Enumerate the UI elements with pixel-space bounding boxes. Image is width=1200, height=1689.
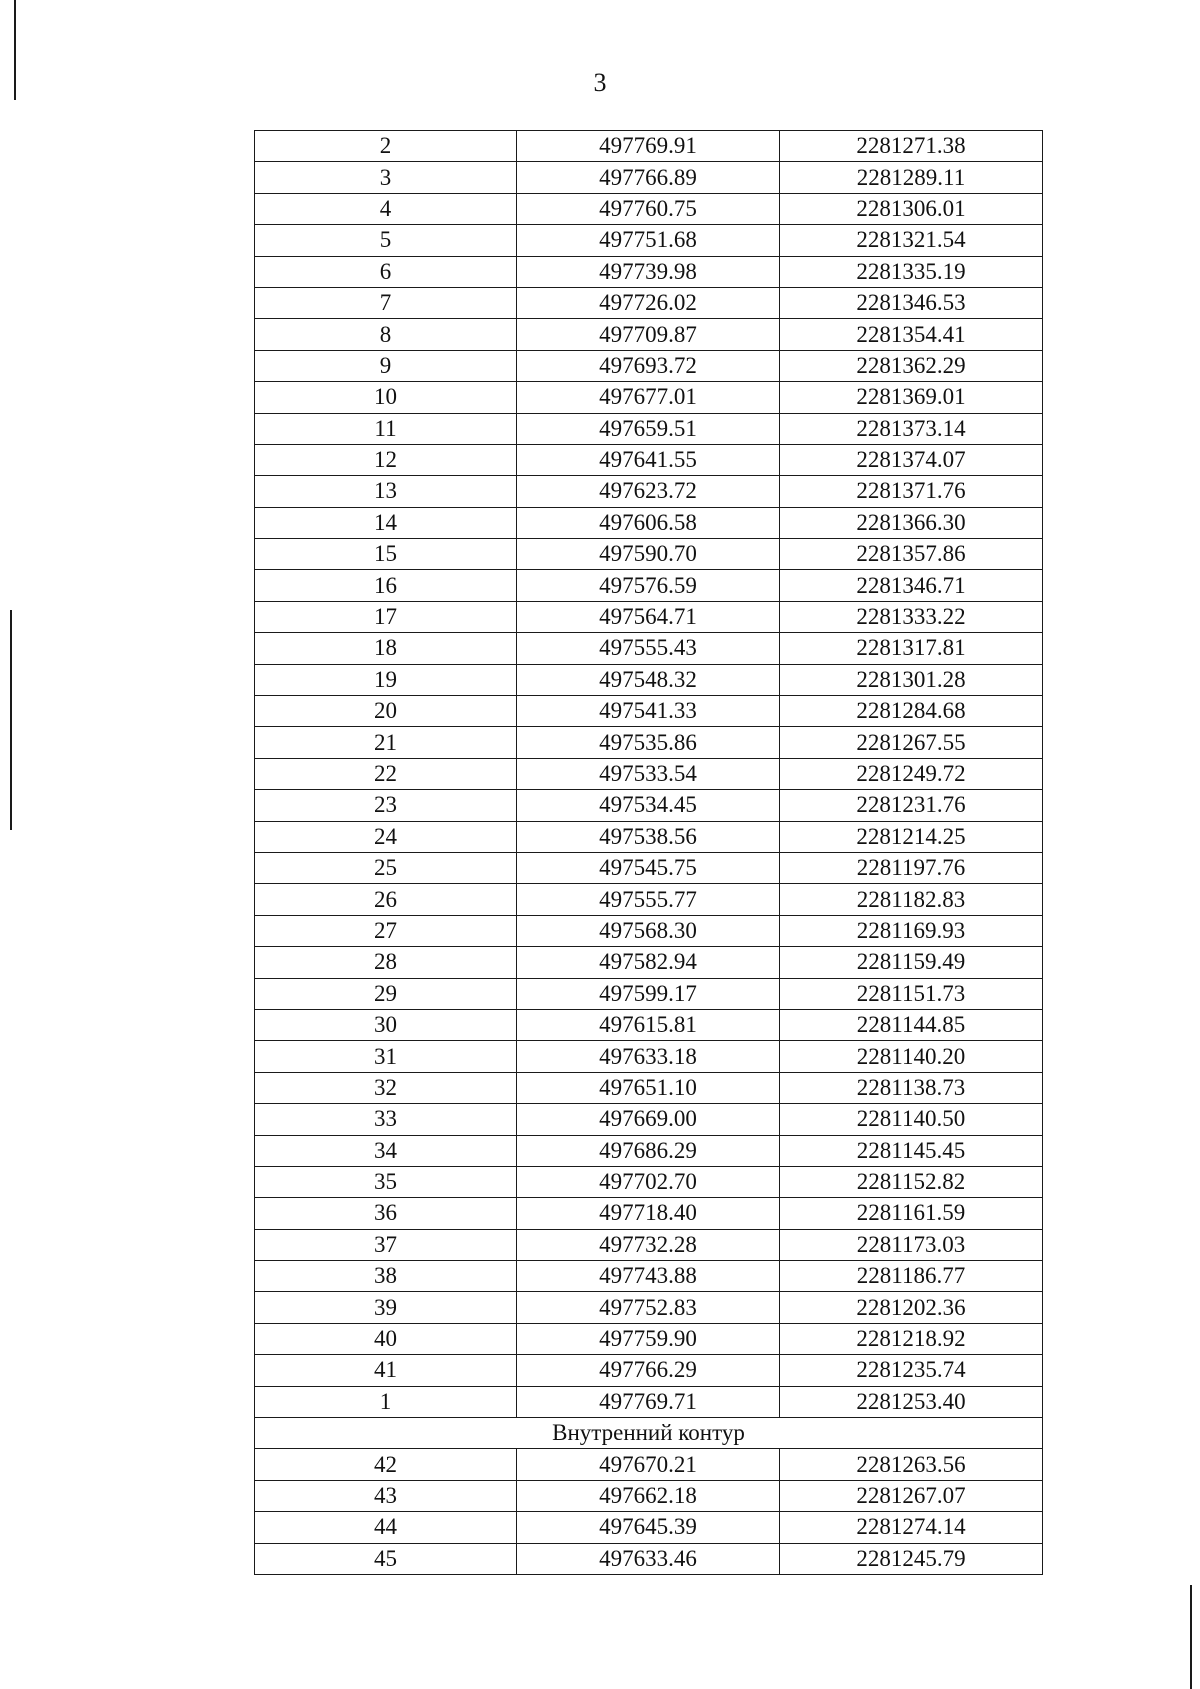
x-coordinate-cell: 497590.70: [517, 539, 780, 570]
y-coordinate-cell: 2281138.73: [780, 1072, 1043, 1103]
table-row: [255, 1135, 1043, 1166]
point-number-cell: 34: [255, 1135, 517, 1166]
x-coordinate-cell: 497633.18: [517, 1041, 780, 1072]
table-row: [255, 696, 1043, 727]
table-row: [255, 1292, 1043, 1323]
table-row: [255, 1512, 1043, 1543]
y-coordinate-cell: 2281346.53: [780, 287, 1043, 318]
y-coordinate-cell: 2281346.71: [780, 570, 1043, 601]
scan-edge-mark: [14, 0, 16, 100]
table-row: [255, 1229, 1043, 1260]
point-number-cell: 24: [255, 821, 517, 852]
table-row: [255, 350, 1043, 381]
x-coordinate-cell: 497645.39: [517, 1512, 780, 1543]
table-row: [255, 256, 1043, 287]
y-coordinate-cell: 2281152.82: [780, 1166, 1043, 1197]
y-coordinate-cell: 2281140.20: [780, 1041, 1043, 1072]
point-number-cell: 30: [255, 1009, 517, 1040]
point-number-cell: 31: [255, 1041, 517, 1072]
table-row: [255, 225, 1043, 256]
y-coordinate-cell: 2281214.25: [780, 821, 1043, 852]
table-row: [255, 1543, 1043, 1574]
point-number-cell: 1: [255, 1386, 517, 1417]
y-coordinate-cell: 2281373.14: [780, 413, 1043, 444]
point-number-cell: 12: [255, 444, 517, 475]
inner-contour-rows: [255, 1449, 1043, 1575]
x-coordinate-cell: 497751.68: [517, 225, 780, 256]
point-number-cell: 18: [255, 633, 517, 664]
y-coordinate-cell: 2281173.03: [780, 1229, 1043, 1260]
x-coordinate-cell: 497677.01: [517, 382, 780, 413]
table-row: [255, 915, 1043, 946]
point-number-cell: 21: [255, 727, 517, 758]
point-number-cell: 45: [255, 1543, 517, 1574]
y-coordinate-cell: 2281371.76: [780, 476, 1043, 507]
y-coordinate-cell: 2281369.01: [780, 382, 1043, 413]
table-row: [255, 852, 1043, 883]
x-coordinate-cell: 497670.21: [517, 1449, 780, 1480]
coordinates-table: [254, 130, 1043, 1575]
point-number-cell: 22: [255, 758, 517, 789]
x-coordinate-cell: 497651.10: [517, 1072, 780, 1103]
point-number-cell: 16: [255, 570, 517, 601]
y-coordinate-cell: 2281354.41: [780, 319, 1043, 350]
x-coordinate-cell: 497555.43: [517, 633, 780, 664]
y-coordinate-cell: 2281182.83: [780, 884, 1043, 915]
y-coordinate-cell: 2281253.40: [780, 1386, 1043, 1417]
point-number-cell: 44: [255, 1512, 517, 1543]
y-coordinate-cell: 2281197.76: [780, 852, 1043, 883]
x-coordinate-cell: 497541.33: [517, 696, 780, 727]
x-coordinate-cell: 497534.45: [517, 790, 780, 821]
table-row: [255, 287, 1043, 318]
point-number-cell: 26: [255, 884, 517, 915]
table-row: [255, 131, 1043, 162]
point-number-cell: 32: [255, 1072, 517, 1103]
page-number: 3: [593, 68, 607, 97]
table-row: [255, 884, 1043, 915]
section-header-row: [255, 1418, 1043, 1449]
y-coordinate-cell: 2281335.19: [780, 256, 1043, 287]
point-number-cell: 9: [255, 350, 517, 381]
y-coordinate-cell: 2281366.30: [780, 507, 1043, 538]
y-coordinate-cell: 2281271.38: [780, 131, 1043, 162]
y-coordinate-cell: 2281161.59: [780, 1198, 1043, 1229]
point-number-cell: 19: [255, 664, 517, 695]
table-row: [255, 413, 1043, 444]
table-row: [255, 1323, 1043, 1354]
point-number-cell: 4: [255, 193, 517, 224]
y-coordinate-cell: 2281202.36: [780, 1292, 1043, 1323]
y-coordinate-cell: 2281245.79: [780, 1543, 1043, 1574]
y-coordinate-cell: 2281321.54: [780, 225, 1043, 256]
x-coordinate-cell: 497576.59: [517, 570, 780, 601]
point-number-cell: 23: [255, 790, 517, 821]
table-row: [255, 507, 1043, 538]
point-number-cell: 8: [255, 319, 517, 350]
x-coordinate-cell: 497752.83: [517, 1292, 780, 1323]
point-number-cell: 36: [255, 1198, 517, 1229]
y-coordinate-cell: 2281186.77: [780, 1261, 1043, 1292]
point-number-cell: 7: [255, 287, 517, 318]
y-coordinate-cell: 2281374.07: [780, 444, 1043, 475]
point-number-cell: 6: [255, 256, 517, 287]
x-coordinate-cell: 497693.72: [517, 350, 780, 381]
point-number-cell: 10: [255, 382, 517, 413]
table-row: [255, 601, 1043, 632]
point-number-cell: 38: [255, 1261, 517, 1292]
y-coordinate-cell: 2281284.68: [780, 696, 1043, 727]
table-row: [255, 821, 1043, 852]
point-number-cell: 15: [255, 539, 517, 570]
table-row: [255, 444, 1043, 475]
y-coordinate-cell: 2281145.45: [780, 1135, 1043, 1166]
x-coordinate-cell: 497641.55: [517, 444, 780, 475]
point-number-cell: 41: [255, 1355, 517, 1386]
point-number-cell: 29: [255, 978, 517, 1009]
x-coordinate-cell: 497718.40: [517, 1198, 780, 1229]
point-number-cell: 11: [255, 413, 517, 444]
y-coordinate-cell: 2281263.56: [780, 1449, 1043, 1480]
table-row: [255, 193, 1043, 224]
point-number-cell: 39: [255, 1292, 517, 1323]
table-row: [255, 162, 1043, 193]
y-coordinate-cell: 2281235.74: [780, 1355, 1043, 1386]
table-row: [255, 758, 1043, 789]
table-row: [255, 633, 1043, 664]
table-row: [255, 1386, 1043, 1417]
x-coordinate-cell: 497769.91: [517, 131, 780, 162]
x-coordinate-cell: 497535.86: [517, 727, 780, 758]
y-coordinate-cell: 2281289.11: [780, 162, 1043, 193]
table-row: [255, 1198, 1043, 1229]
table-row: [255, 1449, 1043, 1480]
y-coordinate-cell: 2281362.29: [780, 350, 1043, 381]
x-coordinate-cell: 497743.88: [517, 1261, 780, 1292]
y-coordinate-cell: 2281169.93: [780, 915, 1043, 946]
x-coordinate-cell: 497669.00: [517, 1104, 780, 1135]
x-coordinate-cell: 497766.29: [517, 1355, 780, 1386]
y-coordinate-cell: 2281317.81: [780, 633, 1043, 664]
y-coordinate-cell: 2281249.72: [780, 758, 1043, 789]
point-number-cell: 17: [255, 601, 517, 632]
point-number-cell: 33: [255, 1104, 517, 1135]
x-coordinate-cell: 497615.81: [517, 1009, 780, 1040]
x-coordinate-cell: 497760.75: [517, 193, 780, 224]
point-number-cell: 28: [255, 947, 517, 978]
y-coordinate-cell: 2281267.55: [780, 727, 1043, 758]
y-coordinate-cell: 2281301.28: [780, 664, 1043, 695]
x-coordinate-cell: 497659.51: [517, 413, 780, 444]
point-number-cell: 37: [255, 1229, 517, 1260]
x-coordinate-cell: 497555.77: [517, 884, 780, 915]
point-number-cell: 42: [255, 1449, 517, 1480]
x-coordinate-cell: 497732.28: [517, 1229, 780, 1260]
x-coordinate-cell: 497533.54: [517, 758, 780, 789]
table-row: [255, 664, 1043, 695]
x-coordinate-cell: 497769.71: [517, 1386, 780, 1417]
table-row: [255, 790, 1043, 821]
x-coordinate-cell: 497599.17: [517, 978, 780, 1009]
x-coordinate-cell: 497726.02: [517, 287, 780, 318]
y-coordinate-cell: 2281218.92: [780, 1323, 1043, 1354]
x-coordinate-cell: 497606.58: [517, 507, 780, 538]
table-row: [255, 727, 1043, 758]
table-row: [255, 1166, 1043, 1197]
point-number-cell: 40: [255, 1323, 517, 1354]
x-coordinate-cell: 497739.98: [517, 256, 780, 287]
point-number-cell: 14: [255, 507, 517, 538]
y-coordinate-cell: 2281274.14: [780, 1512, 1043, 1543]
table-row: [255, 978, 1043, 1009]
x-coordinate-cell: 497545.75: [517, 852, 780, 883]
y-coordinate-cell: 2281151.73: [780, 978, 1043, 1009]
y-coordinate-cell: 2281306.01: [780, 193, 1043, 224]
point-number-cell: 43: [255, 1480, 517, 1511]
scan-edge-mark: [10, 610, 12, 830]
point-number-cell: 5: [255, 225, 517, 256]
x-coordinate-cell: 497568.30: [517, 915, 780, 946]
point-number-cell: 3: [255, 162, 517, 193]
table-row: [255, 1041, 1043, 1072]
table-row: [255, 947, 1043, 978]
x-coordinate-cell: 497582.94: [517, 947, 780, 978]
inner-contour-header: [255, 1418, 1043, 1449]
x-coordinate-cell: 497662.18: [517, 1480, 780, 1511]
table-row: [255, 319, 1043, 350]
y-coordinate-cell: 2281333.22: [780, 601, 1043, 632]
table-row: [255, 1261, 1043, 1292]
table-row: [255, 539, 1043, 570]
y-coordinate-cell: 2281357.86: [780, 539, 1043, 570]
x-coordinate-cell: 497709.87: [517, 319, 780, 350]
x-coordinate-cell: 497633.46: [517, 1543, 780, 1574]
x-coordinate-cell: 497538.56: [517, 821, 780, 852]
x-coordinate-cell: 497548.32: [517, 664, 780, 695]
x-coordinate-cell: 497686.29: [517, 1135, 780, 1166]
table-row: [255, 1072, 1043, 1103]
point-number-cell: 25: [255, 852, 517, 883]
y-coordinate-cell: 2281144.85: [780, 1009, 1043, 1040]
point-number-cell: 27: [255, 915, 517, 946]
table-row: [255, 1355, 1043, 1386]
x-coordinate-cell: 497766.89: [517, 162, 780, 193]
point-number-cell: 2: [255, 131, 517, 162]
table-row: [255, 476, 1043, 507]
table-row: [255, 1009, 1043, 1040]
table-row: [255, 570, 1043, 601]
x-coordinate-cell: 497759.90: [517, 1323, 780, 1354]
table-row: [255, 382, 1043, 413]
table-row: [255, 1104, 1043, 1135]
y-coordinate-cell: 2281140.50: [780, 1104, 1043, 1135]
inner-contour-label: Внутренний контур: [255, 1418, 1043, 1449]
outer-contour-rows: [255, 131, 1043, 1418]
point-number-cell: 13: [255, 476, 517, 507]
point-number-cell: 20: [255, 696, 517, 727]
x-coordinate-cell: 497702.70: [517, 1166, 780, 1197]
y-coordinate-cell: 2281231.76: [780, 790, 1043, 821]
y-coordinate-cell: 2281159.49: [780, 947, 1043, 978]
x-coordinate-cell: 497564.71: [517, 601, 780, 632]
scan-edge-mark: [1190, 1585, 1192, 1689]
point-number-cell: 35: [255, 1166, 517, 1197]
y-coordinate-cell: 2281267.07: [780, 1480, 1043, 1511]
table-row: [255, 1480, 1043, 1511]
x-coordinate-cell: 497623.72: [517, 476, 780, 507]
